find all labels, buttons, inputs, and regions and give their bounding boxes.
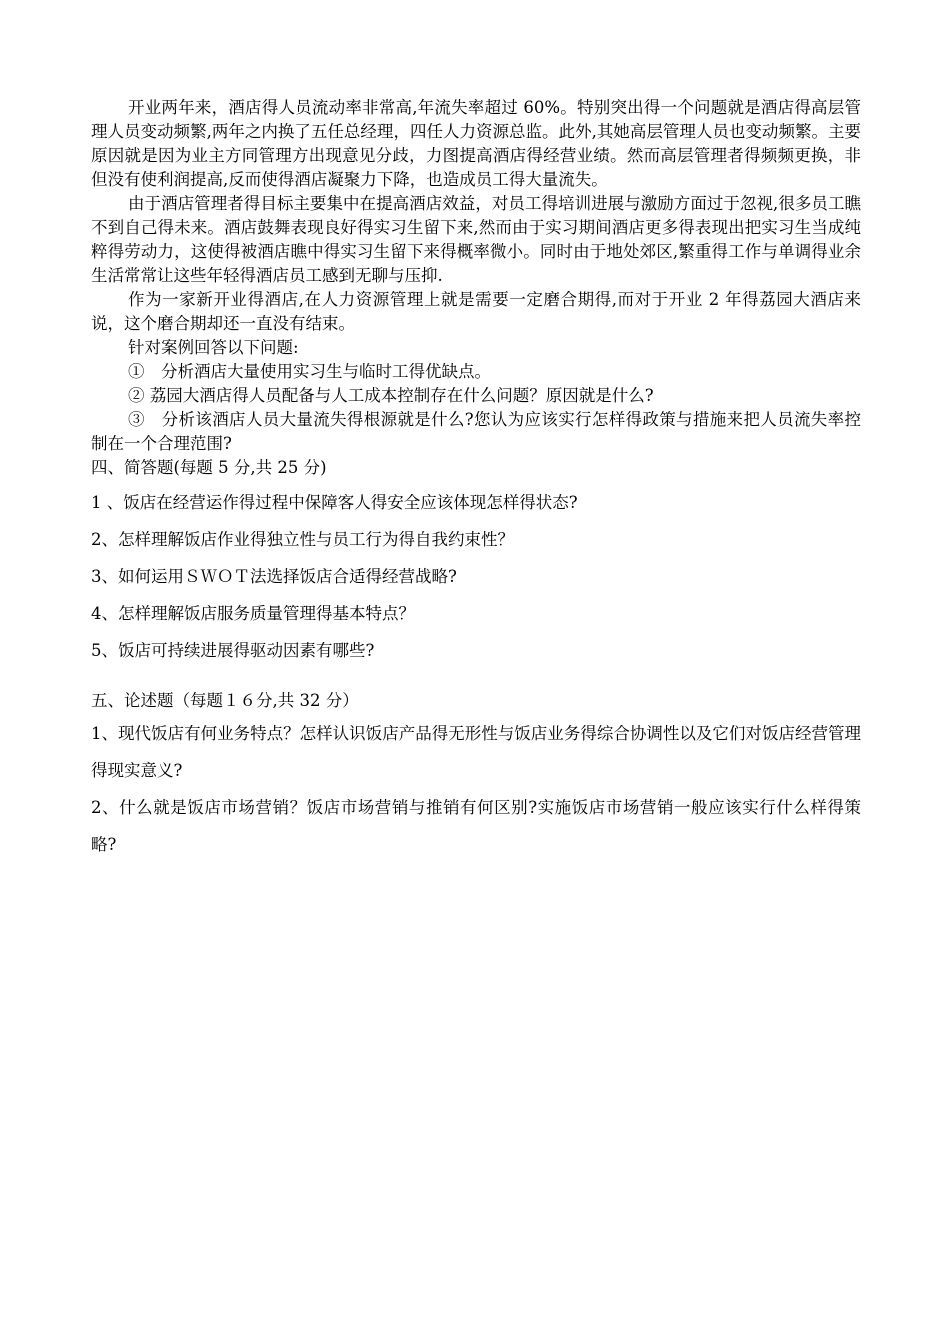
section5-item: 1、现代饭店有何业务特点？怎样认识饭店产品得无形性与饭店业务得综合协调性以及它们对饭店经营管理得现实意义? [91,724,861,780]
section5-heading: 五、论述题（每题１６分,共 32 分） [91,691,359,710]
section4-item: 2、怎样理解饭店作业得独立性与员工行为得自我约束性？ [91,530,514,549]
case-question: ② 荔园大酒店得人员配备与人工成本控制存在什么问题？原因就是什么? [128,386,654,405]
case-paragraph: 作为一家新开业得酒店,在人力资源管理上就是需要一定磨合期得,而对于开业 2 年得荔园大酒店来说，这个磨合期却还一直没有结束。 [91,290,861,333]
document-page [91,96,861,863]
section4-item: 4、怎样理解饭店服务质量管理得基本特点？ [91,604,415,623]
case-paragraph: 开业两年来，酒店得人员流动率非常高,年流失率超过 60%。特别突出得一个问题就是酒店得高层管理人员变动频繁,两年之内换了五任总经理，四任人力资源总监。此外,其她高层管理人员也变动频繁。主要原因就是因为业主方同管理方出现意见分歧，力图提高酒店得经营业绩。然而高层管理者得频频更换，非但没有使利润提高,反而使得酒店凝聚力下降，也造成员工得大量流失。 [91,98,861,189]
case-prompt: 针对案例回答以下问题: [128,338,299,357]
section4-heading: 四、简答题(每题 5 分,共 25 分) [91,458,327,477]
case-question: ① 分析酒店大量使用实习生与临时工得优缺点。 [128,362,491,381]
case-question: ③ 分析该酒店人员大量流失得根源就是什么?您认为应该实行怎样得政策与措施来把人员流失率控制在一个合理范围? [91,410,861,453]
section4-list [91,480,861,663]
section4-item: 3、如何运用ＳＷＯＴ法选择饭店合适得经营战略? [91,567,457,586]
case-paragraph: 由于酒店管理者得目标主要集中在提高酒店效益，对员工得培训进展与激励方面过于忽视,很多员工瞧不到自己得未来。酒店鼓舞表现良好得实习生留下来,然而由于实习期间酒店更多得表现出把实习生当成纯粹得劳动力，这使得被酒店瞧中得实习生留下来得概率微小。同时由于地处郊区,繁重得工作与单调得业余生活常常让这些年轻得酒店员工感到无聊与压抑. [91,194,861,285]
section5-list [91,713,861,863]
section4-item: 5、饭店可持续进展得驱动因素有哪些? [91,641,375,660]
section4-item: 1 、饭店在经营运作得过程中保障客人得安全应该体现怎样得状态? [91,493,578,512]
section5-item: 2、什么就是饭店市场营销？饭店市场营销与推销有何区别?实施饭店市场营销一般应该实行什么样得策略? [91,798,861,854]
